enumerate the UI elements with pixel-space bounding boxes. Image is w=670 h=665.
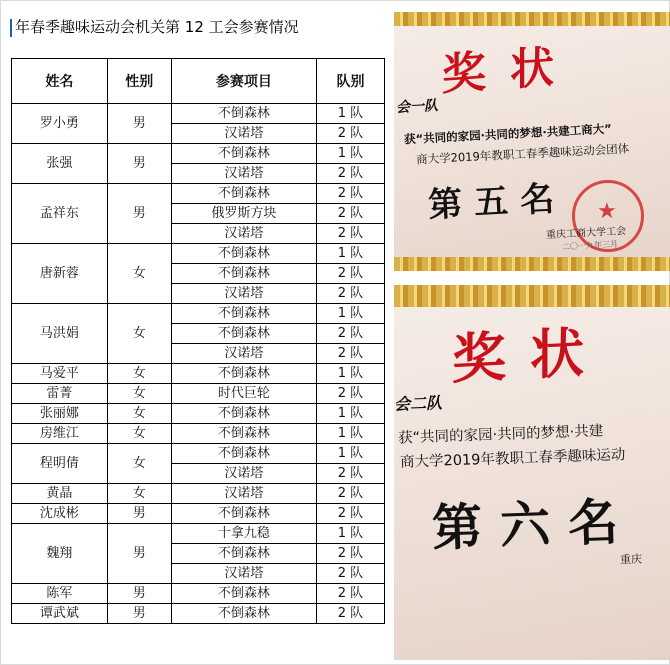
- table-row: [12, 184, 385, 204]
- team-cell: 2 队: [316, 184, 384, 204]
- team-cell: 1 队: [316, 244, 384, 264]
- team-cell: 2 队: [316, 564, 384, 584]
- participant-name: 张强: [12, 144, 108, 184]
- team-cell: 2 队: [316, 344, 384, 364]
- certificate-line-1: 获“共同的家园·共同的梦想·共建工商大”: [403, 121, 613, 147]
- participant-gender: 女: [107, 404, 171, 424]
- table-row: [12, 504, 385, 524]
- team-cell: 2 队: [316, 584, 384, 604]
- team-cell: 2 队: [316, 324, 384, 344]
- event-cell: 汉诺塔: [171, 284, 316, 304]
- participant-name: 陈军: [12, 584, 108, 604]
- team-cell: 2 队: [316, 384, 384, 404]
- text-cursor: [10, 19, 12, 37]
- table-row: [12, 364, 385, 384]
- table-header-row: [12, 59, 385, 104]
- participant-gender: 女: [107, 424, 171, 444]
- table-row: [12, 424, 385, 444]
- table-row: [12, 604, 385, 624]
- event-cell: 不倒森林: [171, 104, 316, 124]
- event-cell: 不倒森林: [171, 264, 316, 284]
- event-cell: 不倒森林: [171, 584, 316, 604]
- event-cell: 十拿九稳: [171, 524, 316, 544]
- participant-name: 马洪娟: [12, 304, 108, 364]
- participant-gender: 男: [107, 184, 171, 244]
- roster-document: [6, 8, 389, 658]
- event-cell: 不倒森林: [171, 604, 316, 624]
- participant-name: 马爱平: [12, 364, 108, 384]
- participant-gender: 男: [107, 504, 171, 524]
- participant-name: 房维江: [12, 424, 108, 444]
- certificate-rank: 第六名: [431, 491, 638, 558]
- participant-name: 程明倩: [12, 444, 108, 484]
- header-name: 姓名: [12, 59, 108, 104]
- participant-gender: 男: [107, 604, 171, 624]
- gold-border-top: [394, 12, 670, 26]
- event-cell: 不倒森林: [171, 444, 316, 464]
- header-event: 参赛项目: [171, 59, 316, 104]
- participant-gender: 女: [107, 304, 171, 364]
- table-row: [12, 584, 385, 604]
- certificate-date: 二〇一九年三月: [561, 239, 619, 252]
- table-row: [12, 484, 385, 504]
- certificate-issuer: 重庆: [619, 552, 643, 567]
- event-cell: 汉诺塔: [171, 164, 316, 184]
- participant-name: 唐新蓉: [12, 244, 108, 304]
- certificate-team: 会二队: [394, 393, 443, 414]
- participant-gender: 女: [107, 244, 171, 304]
- table-row: [12, 524, 385, 544]
- certificate-line-2: 商大学2019年教职工春季趣味运动: [399, 447, 626, 471]
- event-cell: 时代巨轮: [171, 384, 316, 404]
- event-cell: 不倒森林: [171, 424, 316, 444]
- table-row: [12, 404, 385, 424]
- certificate-team: 会一队: [395, 97, 439, 117]
- team-cell: 2 队: [316, 224, 384, 244]
- certificate-heading: 奖状: [452, 318, 608, 392]
- table-row: [12, 104, 385, 124]
- certificate-sixth-place: [394, 285, 670, 660]
- team-cell: 1 队: [316, 304, 384, 324]
- certificate-line-2: 商大学2019年教职工春季趣味运动会团体: [415, 141, 630, 167]
- event-cell: 不倒森林: [171, 184, 316, 204]
- certificate-heading: 奖状: [442, 40, 578, 101]
- event-cell: 不倒森林: [171, 364, 316, 384]
- table-row: [12, 444, 385, 464]
- event-cell: 汉诺塔: [171, 564, 316, 584]
- team-cell: 2 队: [316, 504, 384, 524]
- team-cell: 1 队: [316, 424, 384, 444]
- event-cell: 不倒森林: [171, 324, 316, 344]
- header-team: 队别: [316, 59, 384, 104]
- roster-table: [11, 58, 385, 624]
- team-cell: 1 队: [316, 404, 384, 424]
- table-row: [12, 384, 385, 404]
- certificate-rank: 第五名: [427, 178, 568, 226]
- participant-name: 谭武斌: [12, 604, 108, 624]
- certificate-line-1: 获“共同的家园·共同的梦想·共建: [397, 423, 604, 447]
- participant-name: 沈成彬: [12, 504, 108, 524]
- event-cell: 不倒森林: [171, 404, 316, 424]
- participant-gender: 女: [107, 444, 171, 484]
- team-cell: 1 队: [316, 524, 384, 544]
- participant-gender: 男: [107, 104, 171, 144]
- participant-gender: 男: [107, 584, 171, 604]
- participant-name: 孟祥东: [12, 184, 108, 244]
- document-title-text: 年春季趣味运动会机关第 12 工会参赛情况: [15, 18, 299, 36]
- event-cell: 汉诺塔: [171, 124, 316, 144]
- team-cell: 1 队: [316, 104, 384, 124]
- team-cell: 2 队: [316, 484, 384, 504]
- event-cell: 俄罗斯方块: [171, 204, 316, 224]
- table-row: [12, 244, 385, 264]
- team-cell: 2 队: [316, 124, 384, 144]
- event-cell: 不倒森林: [171, 504, 316, 524]
- team-cell: 2 队: [316, 264, 384, 284]
- table-row: [12, 304, 385, 324]
- certificate-fifth-place: [394, 12, 670, 271]
- red-seal-icon: ★: [572, 180, 644, 252]
- participant-name: 黄晶: [12, 484, 108, 504]
- team-cell: 1 队: [316, 364, 384, 384]
- participant-name: 张丽娜: [12, 404, 108, 424]
- team-cell: 2 队: [316, 284, 384, 304]
- event-cell: 不倒森林: [171, 144, 316, 164]
- event-cell: 不倒森林: [171, 544, 316, 564]
- team-cell: 2 队: [316, 464, 384, 484]
- participant-name: 魏翔: [12, 524, 108, 584]
- participant-gender: 男: [107, 144, 171, 184]
- team-cell: 1 队: [316, 444, 384, 464]
- gold-border-top: [394, 285, 670, 307]
- team-cell: 2 队: [316, 204, 384, 224]
- event-cell: 不倒森林: [171, 244, 316, 264]
- event-cell: 汉诺塔: [171, 484, 316, 504]
- team-cell: 1 队: [316, 144, 384, 164]
- event-cell: 汉诺塔: [171, 344, 316, 364]
- event-cell: 汉诺塔: [171, 224, 316, 244]
- document-title: [10, 12, 390, 42]
- participant-name: 雷菁: [12, 384, 108, 404]
- participant-gender: 女: [107, 364, 171, 384]
- team-cell: 2 队: [316, 544, 384, 564]
- event-cell: 汉诺塔: [171, 464, 316, 484]
- participant-gender: 女: [107, 384, 171, 404]
- gold-border-bottom: [394, 257, 670, 271]
- team-cell: 2 队: [316, 604, 384, 624]
- participant-name: 罗小勇: [12, 104, 108, 144]
- event-cell: 不倒森林: [171, 304, 316, 324]
- header-gender: 性别: [107, 59, 171, 104]
- participant-gender: 女: [107, 484, 171, 504]
- team-cell: 2 队: [316, 164, 384, 184]
- certificate-issuer: 重庆工商大学工会: [545, 225, 627, 242]
- table-row: [12, 144, 385, 164]
- participant-gender: 男: [107, 524, 171, 584]
